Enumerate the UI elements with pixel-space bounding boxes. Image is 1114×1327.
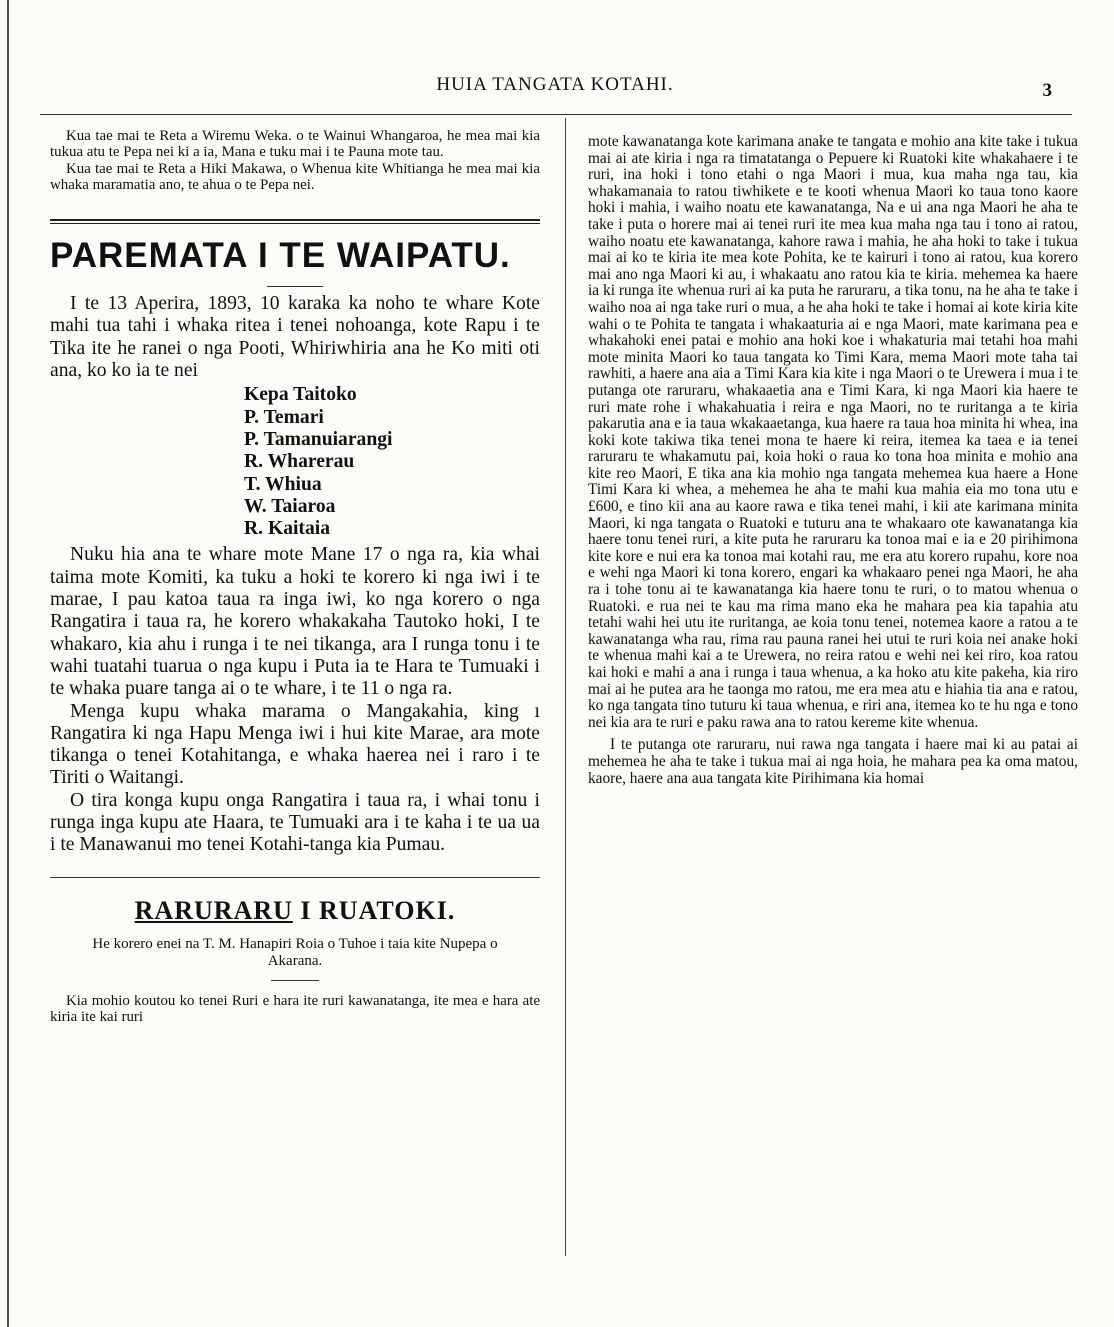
article-paragraph: I te putanga ote raruraru, nui rawa nga tangata i haere mai ki au patai ai mehemea he aha te take i tukua mai ai nga hoia, he mahara pea ka oma matou, kaore, haere ana aua tangata kite Pirihimana kia homai [588, 736, 1078, 787]
article-paragraph: mote kawanatanga kote karimana anake te tangata e mohio ana kite take i tukua mai ai ate kiria i nga ra timatatanga o Pepuere ki Ruatoki kite whakahaere i te ruri, ina hoki i tono etahi o nga Maori i mua, kua maha nga tau, kia whakamanaia to ratou tiwhikete e te kooti whenua Maori ko taua tono kaore hoki i mahia, i waiho noatu ete kawanatanga, Na e ui ana nga Maori he aha te take i puta o horere mai ai tenei ruri ite mea kua maha nga tau i tono ai ratou, waiho noatu ete kawanatanga, kahore rawa i mahia, he aha hoki to take i tukua mai ai ko te kiria ite mea kote Pohita, ke te kairuri i tono ai ratou, kua korero mai ano nga Maori ki au, i whakaatu ano ratou kia te kiria. mehemea ka haere ia ki runga ite whenua ruri ai ka puta he raruraru, a tika tonu, na he aha te take i waiho noa ai nga take ruri o mua, a he aha hoki te take i homai ai kote kiria kite wahi o te Pohita te tangata i whakaaturia ai e nga Maori, mate karimana pea e whakahoki enei patai e mohio ana hoki koe i whakaturia mai tetahi hoa mahi mote minita Maori ko taua tangata ko Timi Kara, mema Maori mote taha tai rawhiti, a haere ana aia a Timi Kara kia kite i nga Maori o te Urewera i mua i te putanga ote raruraru, whakaaetia ana e Timi Kara, ki nga Maori kia haere te ruri mate rohe i whakahuatia i reira e nga Maori, no te ruritanga a te kiria pakarutia ana e ia taua wkakaaetanga, kua haere ra taua hoa minita hi whea, ina koki kote takiwa tika tenei mona te haere ki reira, itemea ka taea e ia tenei raruraru te whakamutu pai, koia hoki o raua ko tona hoa minita e mohio ana kite reo Maori, E tika ana kia mohio nga tangata mehemea kua haere a Hone Timi Kara ki whea, a mehemea he aha te mahi kua mahia eia mo tona utu e £600, e tino kii ana au kaore rawa e tika tenei mahi, i kii ate karimana minita Maori, ki nga tangata o Ruatoki e tuturu ana te whakaaro ote kawanatanga kia haere tonu tenei ruri, a kite puta he raruraru ka tonoa mai e ia e 20 pirihimona kite kore e nui era ka tonoa mai kotahi rau, me era atu korero rupahu, kore noa e wehi nga Maori ki tona korero, engari ka whakaaro penei nga Maori, he aha ra i tohe tonu ai te kawanatanga kia haere tonu te ruri, o to matou whenua o Ruatoki. e rua nei te kau ma rima mano eka he mahara pea kia tapahia atu tetahi wahi hei utu ite ruritanga, ae koia tonu tenei, notemea kaore a ratou a te kawanatanga wha rau, rima rau pauna ranei hei utui te ruri koia nei anake hoki te whenua mahi kai a te Urewera, no reira ratou e wehi nei kei riro, koa ratou kai hoki e mahi a ana i runga i taua whenua, a ka hoko atu kite pakeha, kia riro mai ai he putea ara he taonga mo ratou, me era mea atu e hiahia tia ana e ratou, ko nga tangata tino tuturu ki taua whenua, e riri ana, itemea ko te hu nga e tono nei kia ara te ruri e paku rawa ana to ratou kereme kite whenua. [588, 133, 1078, 731]
committee-name: T. Whiua [244, 473, 322, 495]
column-divider [565, 118, 566, 1256]
committee-name: W. Taiaroa [244, 495, 336, 517]
section-double-rule [50, 219, 540, 224]
notice-paragraph: Kua tae mai te Reta a Hiki Makawa, o Whenua kite Whitianga he mea mai kia whaka maramatia ano, te ahua o te Pepa nei. [50, 160, 540, 193]
section-title-underlined: RARURARU [134, 895, 293, 925]
page-edge-rule [7, 0, 9, 1327]
notice-paragraph: Kua tae mai te Reta a Wiremu Weka. o te Wainui Whangaroa, he mea mai kia tukua atu te Pepa nei ki a ia, Mana e tuku mai i te Pauna mote tau. [50, 128, 540, 161]
committee-name: R. Kaitaia [244, 518, 330, 540]
title-rule [267, 286, 323, 287]
committee-name: R. Wharerau [244, 451, 355, 473]
committee-name: P. Tamanuiarangi [244, 428, 393, 450]
section-rule [50, 877, 540, 878]
page-number: 3 [1042, 80, 1052, 101]
section-title-rest: I RUATOKI. [300, 895, 456, 925]
article-paragraph: Menga kupu whaka marama o Mangakahia, king ı Rangatira ki nga Hapu Menga iwi i hui kite Marae, ara mote tikanga o tenei Kotahitanga, e whaka haerea nei i raro i te Tiriti o Waitangi. [50, 700, 540, 789]
committee-name: P. Temari [244, 406, 324, 428]
article-paragraph: Nuku hia ana te whare mote Mane 17 o nga ra, kia whai taima mote Komiti, ka tuku a hoki te korero ki nga iwi i te marae, I pau katoa taua ra inga iwi, ko nga korero o nga Rangatira i taua ra, he korero whakakaha Tautoko hoki, I te whakaro, kia ahu i runga i te nei tikanga, ara I runga tonu i te wahi tuatahi tuarua o nga kupu i Puta ia te Hara te Tumuaki i te whaka puare tanga ai o te whare, i te 11 o nga ra. [50, 544, 540, 700]
article-paragraph: Kia mohio koutou ko tenei Ruri e hara ite ruri kawanatanga, ite mea e hara ate kiria ite kai ruri [50, 992, 540, 1025]
article-title: PAREMATA I TE WAIPATU. [50, 236, 511, 276]
committee-names [244, 384, 540, 540]
committee-name: Kepa Taitoko [244, 384, 357, 406]
left-column [50, 128, 540, 1025]
right-column [588, 134, 1078, 787]
article-paragraph: I te 13 Aperira, 1893, 10 karaka ka noho te whare Kote mahi tua tahi i whaka ritea i tenei nohoanga, kote Rapu i te Tika ite he ranei o nga Pooti, Whiriwhiria ana he Ko miti oti ana, ko ko ia te nei [50, 293, 540, 382]
article-paragraph: O tira konga kupu onga Rangatira i taua ra, i whai tonu i runga inga kupu ate Haara, te Tumuaki ara i te kaha i te ua ua i te Manawanui mo tenei Kotahi-tanga kia Pumau. [50, 789, 540, 856]
header-rule [40, 114, 1072, 115]
byline-rule [271, 980, 319, 981]
running-head: HUIA TANGATA KOTAHI. [436, 74, 674, 95]
page-header [40, 74, 1070, 100]
section-title [50, 896, 540, 926]
byline: He korero enei na T. M. Hanapiri Roia o Tuhoe i taia kite Nupepa o Akarana. [92, 935, 498, 969]
